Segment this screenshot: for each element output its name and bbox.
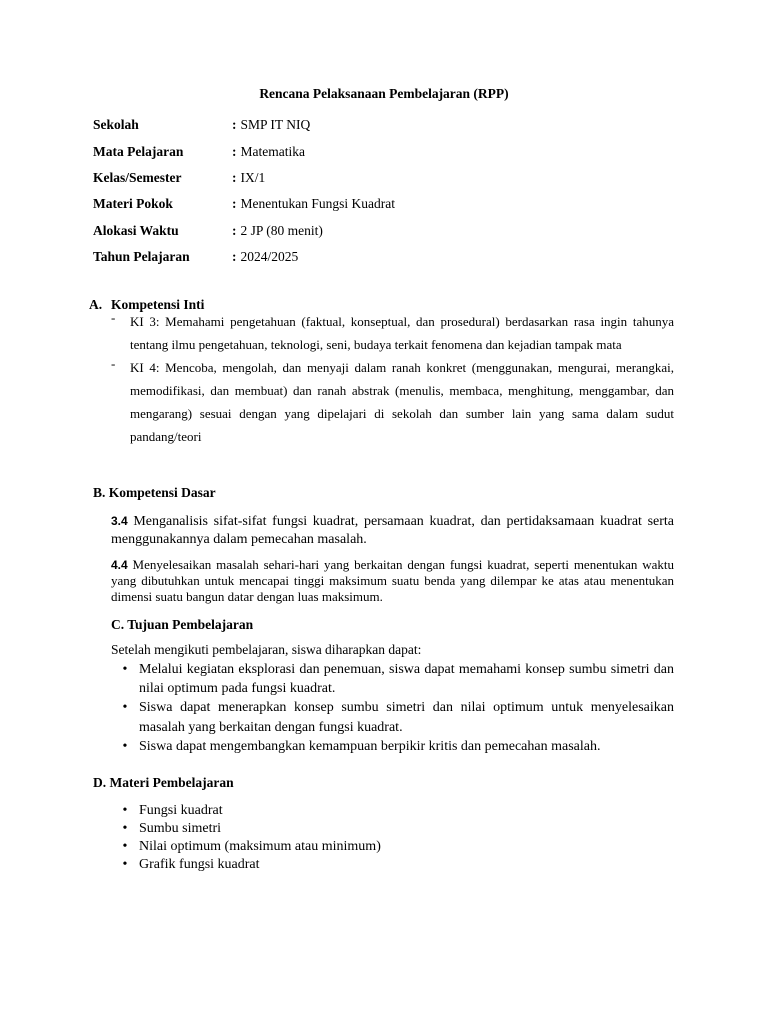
kompetensi-inti-list — [111, 310, 674, 448]
materi-item-text: Fungsi kuadrat — [139, 803, 223, 818]
tujuan-item-text: Melalui kegiatan eksplorasi dan penemuan, siswa dapat memahami konsep sumbu simetri dan nilai optimum pada fungsi kuadrat. — [139, 662, 674, 697]
materi-list — [111, 802, 674, 874]
section-b-heading: B. Kompetensi Dasar — [93, 485, 216, 500]
bullet-marker: • — [122, 803, 128, 818]
bullet-marker: • — [122, 839, 128, 854]
document-title: Rencana Pelaksanaan Pembelajaran (RPP) — [259, 86, 509, 101]
bullet-marker: • — [122, 662, 128, 677]
info-colon: : — [232, 196, 237, 212]
materi-item-text: Nilai optimum (maksimum atau minimum) — [139, 839, 381, 854]
list-item — [111, 310, 674, 356]
tujuan-list — [111, 660, 674, 756]
kd-3-4-paragraph — [111, 512, 674, 549]
info-label: Materi Pokok — [93, 196, 173, 212]
info-colon: : — [232, 222, 237, 238]
info-label: Kelas/Semester — [93, 169, 182, 185]
list-item — [111, 820, 674, 838]
list-item — [111, 737, 674, 756]
ki-4-text: KI 4: Mencoba, mengolah, dan menyaji dalam ranah konkret (menggunakan, mengurai, merangkai, memodifikasi, dan membuat) dan ranah abstrak (menulis, membaca, menghitung, menggambar, dan mengarang) sesuai dengan yang dipelajari di sekolah dan sumber lain yang sama dalam sudut pandang/teori — [130, 360, 674, 444]
section-d-heading: D. Materi Pembelajaran — [93, 775, 234, 790]
ki-3-text: KI 3: Memahami pengetahuan (faktual, konseptual, dan prosedural) berdasarkan rasa ingin tahunya tentang ilmu pengetahuan, teknologi, seni, budaya terkait fenomena dan kejadian tampak mata — [130, 314, 674, 352]
list-item — [111, 802, 674, 820]
kd-text: Menganalisis sifat-sifat fungsi kuadrat, persamaan kuadrat, dan pertidaksamaan kuadrat serta menggunakannya dalam pemecahan masalah. — [111, 514, 674, 547]
info-row-sekolah — [93, 112, 395, 138]
kd-text: Menyelesaikan masalah sehari-hari yang berkaitan dengan fungsi kuadrat, seperti menentukan waktu yang dibutuhkan untuk mencapai tinggi maksimum suatu benda yang dilempar ke atas atau menentukan dimensi suatu bangun datar dengan luas maksimum. — [111, 557, 674, 604]
bullet-marker: • — [122, 700, 128, 716]
section-a-marker: A. — [89, 297, 103, 312]
bullet-marker: • — [122, 857, 128, 872]
info-colon: : — [232, 117, 237, 133]
dash-marker: - — [111, 356, 116, 371]
tujuan-item-text: Siswa dapat mengembangkan kemampuan berpikir kritis dan pemecahan masalah. — [139, 738, 601, 754]
info-colon: : — [232, 143, 237, 159]
section-c-heading: C. Tujuan Pembelajaran — [111, 617, 254, 632]
kd-4-4-paragraph — [111, 557, 674, 605]
info-value: 2 JP (80 menit) — [240, 222, 323, 238]
kd-number: 3.4 — [111, 514, 128, 528]
info-colon: : — [232, 169, 237, 185]
list-item — [111, 698, 674, 736]
info-row-tahun-pelajaran — [93, 244, 395, 270]
bullet-marker: • — [122, 738, 128, 754]
info-row-mata-pelajaran — [93, 138, 395, 164]
tujuan-intro: Setelah mengikuti pembelajaran, siswa diharapkan dapat: — [111, 642, 422, 657]
info-value: IX/1 — [240, 169, 266, 185]
materi-item-text: Grafik fungsi kuadrat — [139, 857, 260, 872]
materi-item-text: Sumbu simetri — [139, 821, 222, 836]
tujuan-item-text: Siswa dapat menerapkan konsep sumbu simetri dan nilai optimum untuk menyelesaikan masalah yang berkaitan dengan fungsi kuadrat. — [139, 700, 674, 735]
info-label: Alokasi Waktu — [93, 222, 179, 238]
info-label: Tahun Pelajaran — [93, 249, 190, 265]
list-item — [111, 660, 674, 698]
dash-marker: - — [111, 310, 116, 325]
info-value: SMP IT NIQ — [240, 117, 311, 133]
list-item — [111, 838, 674, 856]
info-value: Matematika — [240, 143, 305, 159]
info-label: Mata Pelajaran — [93, 143, 184, 159]
info-label: Sekolah — [93, 117, 139, 133]
info-value: Menentukan Fungsi Kuadrat — [240, 196, 395, 212]
list-item — [111, 856, 674, 874]
section-a-title: Kompetensi Inti — [111, 297, 205, 312]
info-table — [93, 112, 395, 270]
kd-number: 4.4 — [111, 558, 128, 572]
list-item — [111, 356, 674, 448]
bullet-marker: • — [122, 821, 128, 836]
info-value: 2024/2025 — [240, 249, 299, 265]
info-row-materi-pokok — [93, 191, 395, 217]
info-colon: : — [232, 249, 237, 265]
info-row-kelas-semester — [93, 165, 395, 191]
info-row-alokasi-waktu — [93, 218, 395, 244]
